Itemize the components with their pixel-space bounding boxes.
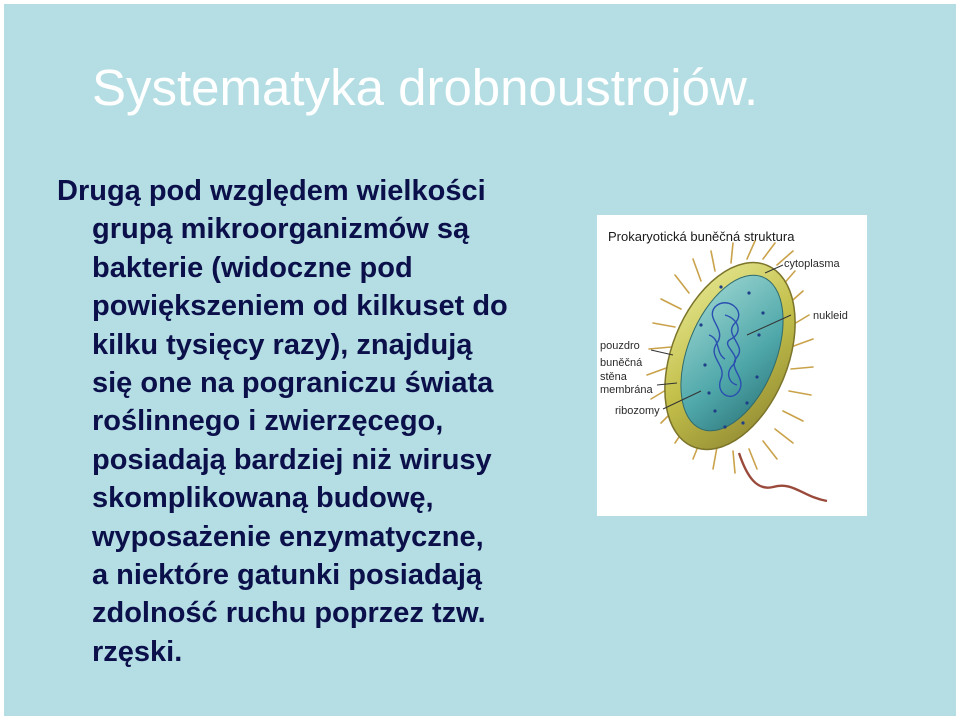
bacteria-illustration [597,215,867,516]
figure-title: Prokaryotická buněčná struktura [608,229,795,244]
body-line: się one na pograniczu świata [92,367,494,400]
slide-title: Systematyka drobnoustrojów. [92,59,759,116]
body-line: a niektóre gatunki posiadają [92,559,482,592]
label-cytoplasma: cytoplasma [784,258,840,270]
body-line: posiadają bardziej niż wirusy [92,443,492,476]
body-line: Drugą pod względem wielkości [57,175,486,207]
label-bunecna: buněčná [600,357,643,369]
body-line: rzęski. [92,635,183,668]
body-line: powiększeniem od kilkuset do [92,290,508,323]
label-pouzdro: pouzdro [600,340,640,352]
body-line: zdolność ruchu poprzez tzw. [92,597,486,630]
body-line: roślinnego i zwierzęcego, [92,405,444,438]
flagellum-icon [739,453,827,501]
body-line: skomplikowaną budowę, [92,482,434,515]
label-nukleid: nukleid [813,310,848,322]
body-line: bakterie (widoczne pod [92,251,413,284]
body-line: kilku tysięcy razy), znajdują [92,328,473,361]
body-line: grupą mikroorganizmów są [92,213,470,246]
body-line: wyposażenie enzymatyczne, [92,520,484,553]
slide-body-text [0,172,600,671]
label-stena: stěna [600,371,627,383]
bacteria-diagram [597,215,867,516]
label-membrana: membrána [600,384,653,396]
label-ribozomy: ribozomy [615,405,660,417]
